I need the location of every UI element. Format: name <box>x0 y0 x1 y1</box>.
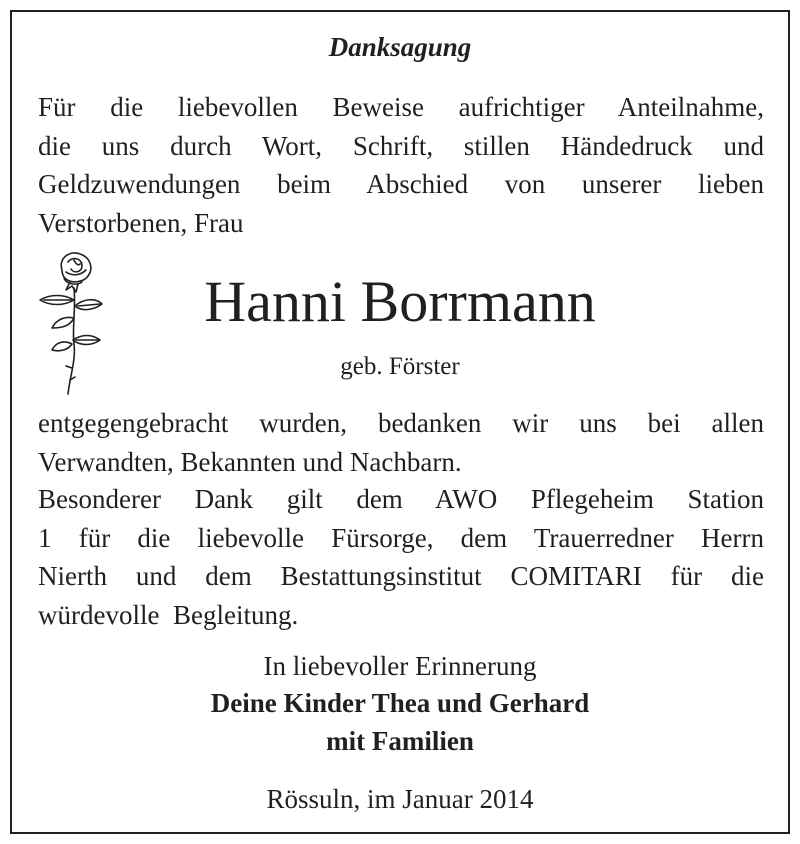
thanks-paragraph <box>38 404 764 481</box>
notice-title: Danksagung <box>328 32 472 62</box>
deceased-name: Hanni Borrmann <box>204 269 596 334</box>
signature-line: mit Familien <box>326 726 474 756</box>
place-date: Rössuln, im Januar 2014 <box>266 784 534 814</box>
intro-line: Für die liebevollen Beweise aufrichtiger Anteilnahme, <box>38 92 764 122</box>
thanks-line: entgegengebracht wurden, bedanken wir uns bei allen <box>38 408 764 438</box>
special-thanks-line: Nierth und dem Bestattungsinstitut COMITARI für die <box>38 561 764 591</box>
closing-text: In liebevoller Erinnerung <box>263 651 537 681</box>
intro-line: Geldzuwendungen beim Abschied von unserer lieben <box>38 169 764 199</box>
special-thanks-line: 1 für die liebevolle Fürsorge, dem Trauerredner Herrn <box>38 522 764 553</box>
thanks-line: Verwandten, Bekannten und Nachbarn. <box>38 446 462 477</box>
signature-line: Deine Kinder Thea und Gerhard <box>210 688 590 718</box>
special-thanks-paragraph <box>38 480 764 634</box>
special-thanks-line: Besonderer Dank gilt dem AWO Pflegeheim Station <box>38 484 764 514</box>
special-thanks-line: würdevolle Begleitung. <box>38 599 299 630</box>
intro-line: die uns durch Wort, Schrift, stillen Händedruck und <box>38 130 764 161</box>
intro-line: Verstorbenen, Frau <box>38 207 244 238</box>
maiden-name: geb. Förster <box>340 353 460 380</box>
intro-paragraph <box>38 88 764 242</box>
